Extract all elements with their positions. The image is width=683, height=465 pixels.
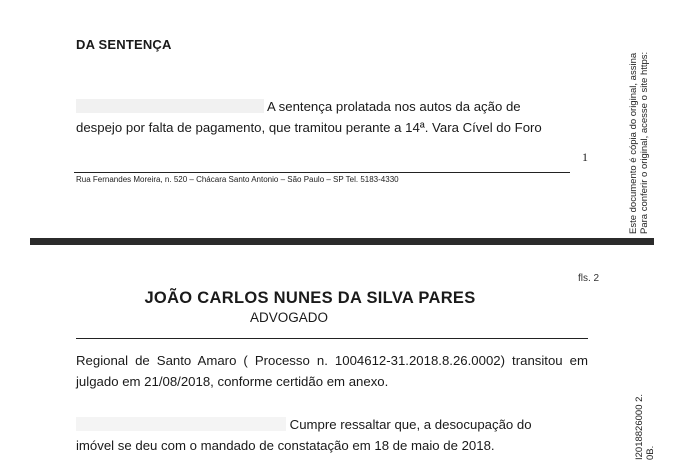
footer-address: Rua Fernandes Moreira, n. 520 – Chácara Santo Antonio – São Paulo – SP Tel. 5183-4330	[76, 175, 399, 184]
letterhead-divider	[76, 338, 588, 339]
page-folio: fls. 2	[578, 273, 600, 284]
footer-divider	[74, 172, 570, 173]
signature-stamp-text	[628, 52, 650, 234]
code-line-1: I2018826000 2.	[634, 393, 645, 460]
paragraph-line-1: Cumpre ressaltar que, a desocupação do	[289, 417, 532, 432]
paragraph-indent	[76, 99, 264, 113]
paragraph-line-1: A sentença prolatada nos autos da ação de	[266, 99, 521, 114]
process-paragraph: Regional de Santo Amaro ( Processo n. 1004612-31.2018.8.26.0002) transitou em julgado em 21/08/2018, conforme certidão em anexo.	[76, 353, 588, 389]
stamp-line-2: Para conferir o original, acesse o site https:	[639, 51, 650, 234]
paragraph-line-2: despejo por falta de pagamento, que tramitou perante a 14ª. Vara Cível do Foro	[76, 120, 542, 135]
signature-code-text	[634, 394, 656, 460]
eviction-paragraph	[76, 414, 588, 456]
lawyer-title: ADVOGADO	[249, 310, 328, 325]
page-number: 1	[582, 150, 588, 164]
section-heading: DA SENTENÇA	[76, 37, 172, 52]
sentence-paragraph	[76, 96, 588, 138]
paragraph-indent	[76, 417, 286, 431]
code-line-2: 0B.	[645, 445, 656, 460]
lawyer-name: JOÃO CARLOS NUNES DA SILVA PARES	[144, 289, 476, 307]
paragraph-line-2: imóvel se deu com o mandado de constatação em 18 de maio de 2018.	[76, 438, 495, 453]
page-separator	[30, 238, 654, 245]
stamp-line-1: Este documento é cópia do original, assina	[628, 52, 639, 234]
